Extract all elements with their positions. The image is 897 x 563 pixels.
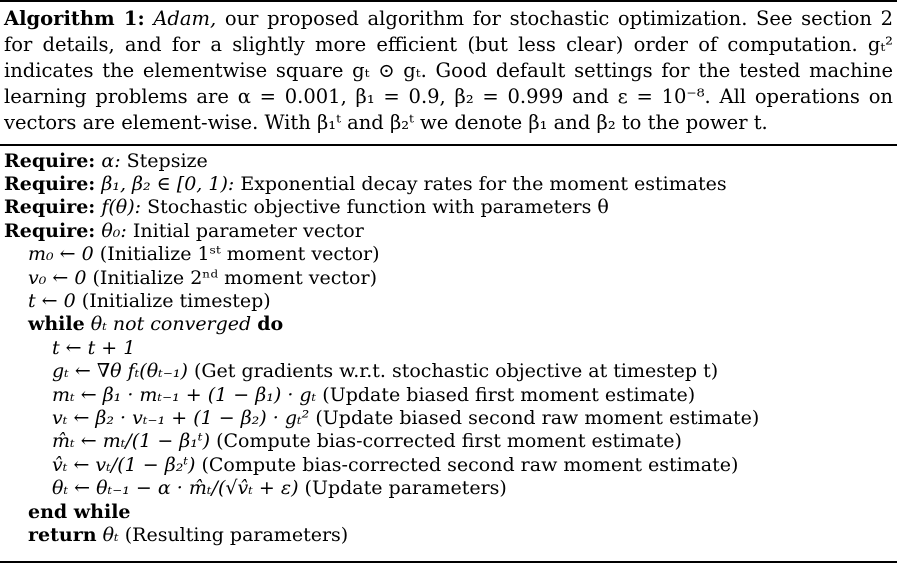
algorithm-caption	[0, 2, 897, 144]
caption-label: Algorithm 1:	[4, 7, 145, 30]
step-get-gradients	[4, 360, 895, 383]
require-line-initial-params	[4, 220, 895, 243]
step-math: mₜ ← β₁ · mₜ₋₁ + (1 − β₁) · gₜ	[52, 383, 317, 406]
require-keyword: Require:	[4, 219, 96, 242]
init-second-moment-line	[4, 267, 895, 290]
require-text: Exponential decay rates for the moment estimates	[240, 172, 727, 195]
while-condition: θₜ not converged	[90, 313, 252, 336]
step-bias-correct-first-moment	[4, 430, 895, 453]
require-math: α:	[101, 149, 121, 172]
require-math: β₁, β₂ ∈ [0, 1):	[101, 172, 235, 195]
require-line-stepsize	[4, 150, 895, 173]
do-keyword: do	[257, 313, 284, 336]
step-math: vₜ ← β₂ · vₜ₋₁ + (1 − β₂) · gₜ²	[52, 406, 310, 429]
step-comment: (Initialize 2ⁿᵈ moment vector)	[92, 266, 377, 289]
step-comment: (Update parameters)	[304, 477, 507, 500]
step-math: t ← 0	[28, 289, 76, 312]
require-line-objective	[4, 196, 895, 219]
step-increment-timestep	[4, 337, 895, 360]
step-math: v̂ₜ ← vₜ/(1 − β₂ᵗ)	[52, 453, 196, 476]
caption-title: Adam,	[153, 7, 217, 30]
step-update-second-moment	[4, 407, 895, 430]
step-comment: (Update biased first moment estimate)	[322, 383, 696, 406]
return-line	[4, 524, 895, 547]
require-line-decay-rates	[4, 173, 895, 196]
step-math: m₀ ← 0	[28, 243, 94, 266]
end-while-keyword: end while	[28, 500, 131, 523]
step-update-first-moment	[4, 384, 895, 407]
return-keyword: return	[28, 524, 97, 546]
init-timestep-line	[4, 290, 895, 313]
require-text: Initial parameter vector	[132, 219, 364, 242]
return-math: θₜ	[102, 524, 119, 546]
step-comment: (Initialize 1ˢᵗ moment vector)	[99, 243, 380, 266]
step-math: v₀ ← 0	[28, 266, 87, 289]
require-math: θ₀:	[101, 219, 127, 242]
step-comment: (Get gradients w.r.t. stochastic objective at timestep t)	[193, 360, 719, 383]
step-comment: (Update biased second raw moment estimate)	[315, 406, 760, 429]
require-keyword: Require:	[4, 149, 96, 172]
step-math: gₜ ← ∇θ fₜ(θₜ₋₁)	[52, 360, 188, 383]
require-text: Stepsize	[126, 149, 208, 172]
caption-text: our proposed algorithm for stochastic optimization. See section 2 for details, and for a slightly more efficient (but less clear) order of computation. gₜ² indicates the elementwise square gₜ ⊙ gₜ. Good default settings for the tested machine learning problems are α = 0.001, β₁ = 0.9, β₂ = 0.999 and ε = 10⁻⁸. All operations on vectors are element-wise. With β₁ᵗ and β₂ᵗ we denote β₁ and β₂ to the power t.	[4, 7, 894, 134]
step-math: θₜ ← θₜ₋₁ − α · m̂ₜ/(√v̂ₜ + ε)	[52, 477, 299, 500]
return-comment: (Resulting parameters)	[124, 524, 349, 546]
init-first-moment-line	[4, 243, 895, 266]
require-keyword: Require:	[4, 196, 96, 219]
step-comment: (Compute bias-corrected second raw moment estimate)	[201, 453, 739, 476]
step-math: t ← t + 1	[52, 336, 136, 359]
step-comment: (Initialize timestep)	[81, 289, 271, 312]
step-bias-correct-second-moment	[4, 454, 895, 477]
while-line	[4, 313, 895, 336]
algorithm-body	[0, 146, 897, 562]
step-update-parameters	[4, 477, 895, 500]
require-math: f(θ):	[101, 196, 142, 219]
require-keyword: Require:	[4, 172, 96, 195]
step-math: m̂ₜ ← mₜ/(1 − β₁ᵗ)	[52, 430, 211, 453]
end-while-line	[4, 501, 895, 524]
while-keyword: while	[28, 313, 85, 336]
require-text: Stochastic objective function with parameters θ	[147, 196, 609, 219]
step-comment: (Compute bias-corrected first moment estimate)	[216, 430, 682, 453]
